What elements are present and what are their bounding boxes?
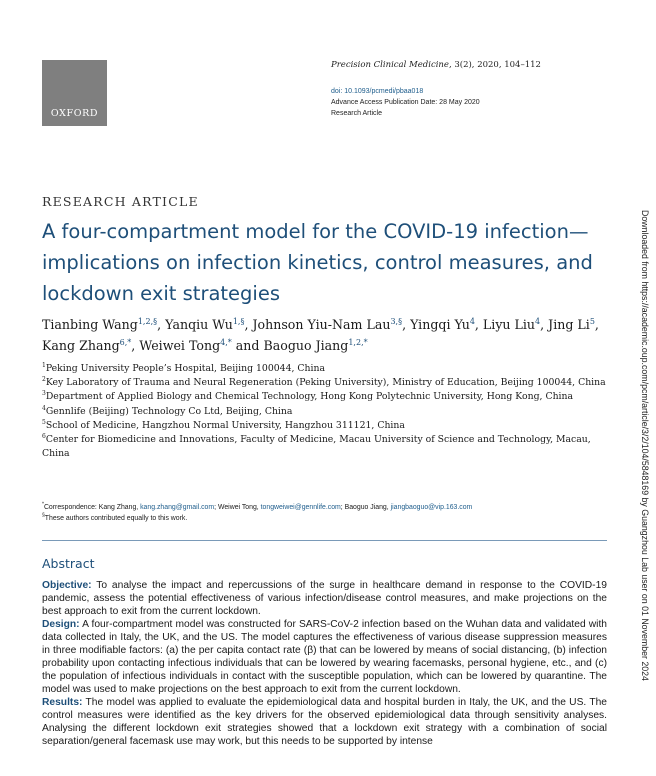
correspondence-prefix: Correspondence: Kang Zhang, [43, 504, 141, 511]
author [139, 338, 263, 353]
design-text: A four-compartment model was constructed for SARS-CoV-2 infection based on the Wuhan data and validated with data collected in Italy, the UK, and the US. The model captures the effectiveness of various disease suppression measures in three modifiable factors: (a) the per capita contact rate (β) that can be lowered by means of social distancing, (b) infection probability upon contacting infectious individuals that can be lowered by wearing facemasks, personal hygiene, etc., and (c) the population of infectious individuals in contact with the susceptible population, which can be lowered by quarantine. The model was used to make projections on the best approach to exit from the current lockdown. [42, 619, 607, 695]
correspondence-block [42, 502, 607, 524]
affiliation-number: 2 [42, 376, 46, 384]
author-separator: , [594, 317, 599, 332]
author-name: Jing Li [548, 317, 590, 332]
author-separator: , [540, 317, 549, 332]
affiliation-text: Department of Applied Biology and Chemical Technology, Hong Kong Polytechnic University, Hong Kong, China [45, 391, 574, 403]
abstract-results [42, 696, 607, 748]
correspondence-mark: * [42, 501, 44, 508]
objective-text: To analyse the impact and repercussions of the surge in healthcare demand in response to the COVID-19 pandemic, assess the potential effectiveness of various infection/disease control measures, and make projections on the best approach to exit from the current lockdown. [42, 580, 607, 617]
correspondence-line [42, 502, 607, 513]
abstract-heading: Abstract [42, 556, 95, 571]
author-name: Yingqi Yu [410, 317, 470, 332]
author-affiliation-marks: 3,§ [390, 316, 403, 326]
author-separator: , [131, 338, 140, 353]
journal-citation [331, 60, 541, 71]
equal-note-text: These authors contributed equally to this work. [44, 515, 188, 522]
author-affiliation-marks: 5 [589, 316, 595, 326]
objective-label: Objective: [42, 580, 92, 591]
affiliation-text: Peking University People’s Hospital, Beijing 100044, China [45, 363, 326, 374]
email-link[interactable]: kang.zhang@gmail.com [140, 504, 215, 511]
abstract-design [42, 618, 607, 696]
affiliation-item [42, 362, 607, 376]
doi-link[interactable]: doi: 10.1093/pcmedi/pbaa018 [331, 88, 424, 95]
author-name: Baoguo Jiang [263, 338, 349, 353]
affiliation-item [42, 419, 607, 433]
oxford-logo-text: OXFORD [50, 108, 99, 119]
results-label: Results: [42, 697, 83, 708]
equal-contribution-note [42, 513, 607, 524]
article-meta [331, 86, 480, 119]
author [263, 338, 367, 353]
author [42, 338, 139, 353]
affiliation-item [42, 390, 607, 404]
affiliation-number: 3 [42, 390, 46, 398]
author-separator: and [231, 338, 264, 353]
affiliation-item [42, 405, 607, 419]
author-separator: , [244, 317, 253, 332]
article-title: A four-compartment model for the COVID-19 infection—implications on infection kinetics, control measures, and lockdown exit strategies [42, 220, 593, 305]
correspondence-mid: ; Weiwei Tong, [214, 504, 261, 511]
abstract-body [42, 579, 607, 748]
affiliation-number: 6 [42, 432, 46, 440]
affiliation-text: Key Laboratory of Trauma and Neural Regeneration (Peking University), Ministry of Education, Beijing 100044, China [45, 377, 606, 389]
author-list [42, 314, 607, 356]
oxford-logo [42, 60, 107, 126]
design-label: Design: [42, 619, 80, 630]
author-affiliation-marks: 4 [469, 316, 475, 326]
equal-mark: § [42, 512, 45, 519]
author-separator: , [474, 317, 483, 332]
affiliation-list [42, 362, 607, 461]
article-type: Research Article [331, 110, 382, 117]
author [252, 317, 410, 332]
section-divider [42, 540, 607, 541]
author-name: Weiwei Tong [139, 338, 221, 353]
advance-access-date: Advance Access Publication Date: 28 May 2020 [331, 99, 480, 106]
author-affiliation-marks: 1,2,§ [137, 316, 158, 326]
affiliation-number: 5 [42, 418, 46, 426]
affiliation-item [42, 433, 607, 461]
author-name: Kang Zhang [42, 338, 120, 353]
author [410, 317, 483, 332]
author-name: Yanqiu Wu [165, 317, 233, 332]
author-separator: , [402, 317, 411, 332]
author-affiliation-marks: 1,2,* [348, 337, 368, 347]
author-name: Tianbing Wang [42, 317, 138, 332]
affiliation-number: 1 [42, 361, 46, 369]
email-link[interactable]: tongweiwei@gennlife.com [260, 504, 341, 511]
email-link[interactable]: jiangbaoguo@vip.163.com [390, 504, 473, 511]
author [483, 317, 548, 332]
author-affiliation-marks: 4,* [220, 337, 232, 347]
download-notice: Downloaded from https://academic.oup.com/pcm/article/3/2/104/5848169 by Guangzhou Lab user on 01 November 2024 [640, 210, 650, 681]
journal-volume-pages: , 3(2), 2020, 104–112 [448, 60, 541, 70]
author [548, 317, 599, 332]
author-affiliation-marks: 1,§ [232, 316, 245, 326]
author-affiliation-marks: 6,* [119, 337, 132, 347]
correspondence-mid: ; Baoguo Jiang, [340, 504, 391, 511]
author [42, 317, 165, 332]
affiliation-number: 4 [42, 404, 46, 412]
affiliation-item [42, 376, 607, 390]
author-affiliation-marks: 4 [535, 316, 541, 326]
affiliation-text: Gennlife (Beijing) Technology Co Ltd, Beijing, China [45, 405, 293, 417]
results-text: The model was applied to evaluate the epidemiological data and hospital burden in Italy, the UK, and the US. The control measures were identified as the key drivers for the observed epidemiological data through sensitivity analyses. Analysing the different lockdown exit strategies showed that a lockdown exit strategy with a combination of social separation/general facemask use may work, but this needs to be supported by intense [42, 697, 607, 747]
affiliation-text: Center for Biomedicine and Innovations, Faculty of Medicine, Macau University of Science and Technology, Macau, China [42, 434, 591, 460]
article-label: RESEARCH ARTICLE [42, 194, 199, 209]
author-name: Liyu Liu [482, 317, 536, 332]
author-separator: , [157, 317, 166, 332]
affiliation-text: School of Medicine, Hangzhou Normal University, Hangzhou 311121, China [45, 419, 405, 431]
author-name: Johnson Yiu-Nam Lau [252, 317, 391, 332]
journal-name: Precision Clinical Medicine [331, 60, 449, 70]
abstract-objective [42, 579, 607, 618]
author [165, 317, 252, 332]
